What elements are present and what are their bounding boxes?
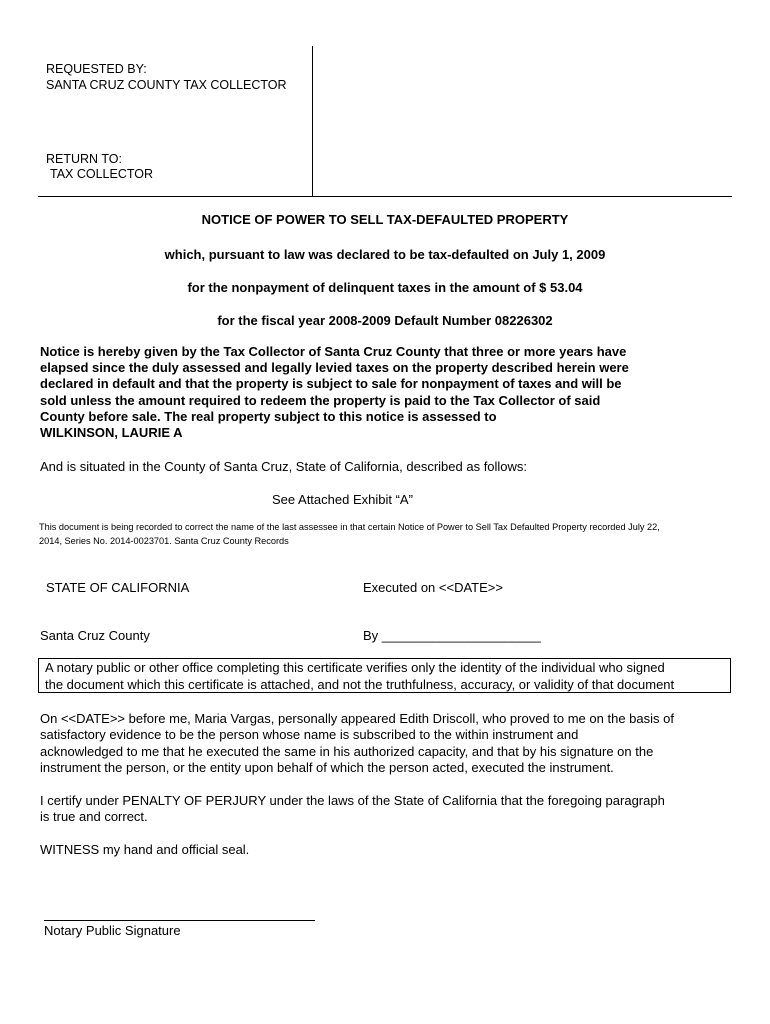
notary-signature-label: Notary Public Signature	[44, 923, 181, 938]
acknowledgment-line: On <<DATE>> before me, Maria Vargas, personally appeared Edith Driscoll, who proved to me on the basis of	[40, 711, 674, 726]
header-divider-vertical	[312, 46, 313, 196]
by-signature-line: By ______________________	[363, 628, 541, 643]
acknowledgment-line: acknowledged to me that he executed the same in his authorized capacity, and that by his signature on the	[40, 743, 654, 759]
requested-by-label: REQUESTED BY:	[46, 62, 147, 76]
fiscal-year-default-line: for the fiscal year 2008-2009 Default Number 08226302	[217, 313, 553, 328]
exhibit-reference: See Attached Exhibit “A”	[272, 492, 413, 507]
notice-line: Notice is hereby given by the Tax Collector of Santa Cruz County that three or more years have	[40, 344, 627, 359]
notary-disclaimer-line: A notary public or other office completing this certificate verifies only the identity of the individual who signed	[45, 660, 665, 675]
situated-line: And is situated in the County of Santa Cruz, State of California, described as follows:	[40, 459, 528, 474]
tax-defaulted-date-line: which, pursuant to law was declared to be tax-defaulted on July 1, 2009	[164, 247, 606, 262]
header-divider-horizontal	[38, 196, 732, 197]
correction-note-line: This document is being recorded to correct the name of the last assessee in that certain Notice of Power to Sell Tax Defaulted Property recorded July 22,	[39, 522, 660, 532]
notary-disclaimer-line: the document which this certificate is attached, and not the truthfulness, accuracy, or validity of that document	[45, 677, 675, 692]
perjury-line: is true and correct.	[40, 809, 148, 825]
correction-note-line: 2014, Series No. 2014-0023701. Santa Cruz County Records	[39, 535, 289, 546]
state-label: STATE OF CALIFORNIA	[46, 580, 190, 595]
perjury-line: I certify under PENALTY OF PERJURY under the laws of the State of California that the foregoing paragraph	[40, 793, 665, 808]
return-to-label: RETURN TO:	[46, 152, 122, 166]
county-label: Santa Cruz County	[40, 628, 150, 643]
witness-line: WITNESS my hand and official seal.	[40, 842, 250, 857]
assessee-name: WILKINSON, LAURIE A	[40, 425, 183, 441]
return-to-value: TAX COLLECTOR	[50, 167, 154, 181]
document-title: NOTICE OF POWER TO SELL TAX-DEFAULTED PROPERTY	[201, 212, 569, 227]
notice-paragraph	[40, 344, 629, 441]
notice-line: declared in default and that the property is subject to sale for nonpayment of taxes and will be	[40, 376, 622, 392]
perjury-paragraph	[40, 793, 665, 826]
notary-signature-line	[44, 920, 315, 921]
notary-disclaimer-box	[38, 658, 731, 693]
acknowledgment-paragraph	[40, 711, 674, 777]
requested-by-value: SANTA CRUZ COUNTY TAX COLLECTOR	[46, 78, 287, 92]
acknowledgment-line: instrument the person, or the entity upon behalf of which the person acted, executed the instrument.	[40, 760, 614, 776]
notice-line: sold unless the amount required to redeem the property is paid to the Tax Collector of said	[40, 392, 601, 408]
notice-line: County before sale. The real property subject to this notice is assessed to	[40, 408, 497, 424]
acknowledgment-line: satisfactory evidence to be the person whose name is subscribed to the within instrument and	[40, 727, 579, 743]
notice-line: elapsed since the duly assessed and legally levied taxes on the property described herein were	[40, 360, 629, 376]
executed-on: Executed on <<DATE>>	[363, 580, 503, 595]
correction-note	[39, 521, 660, 548]
delinquent-amount-line: for the nonpayment of delinquent taxes in the amount of $ 53.04	[187, 280, 583, 295]
